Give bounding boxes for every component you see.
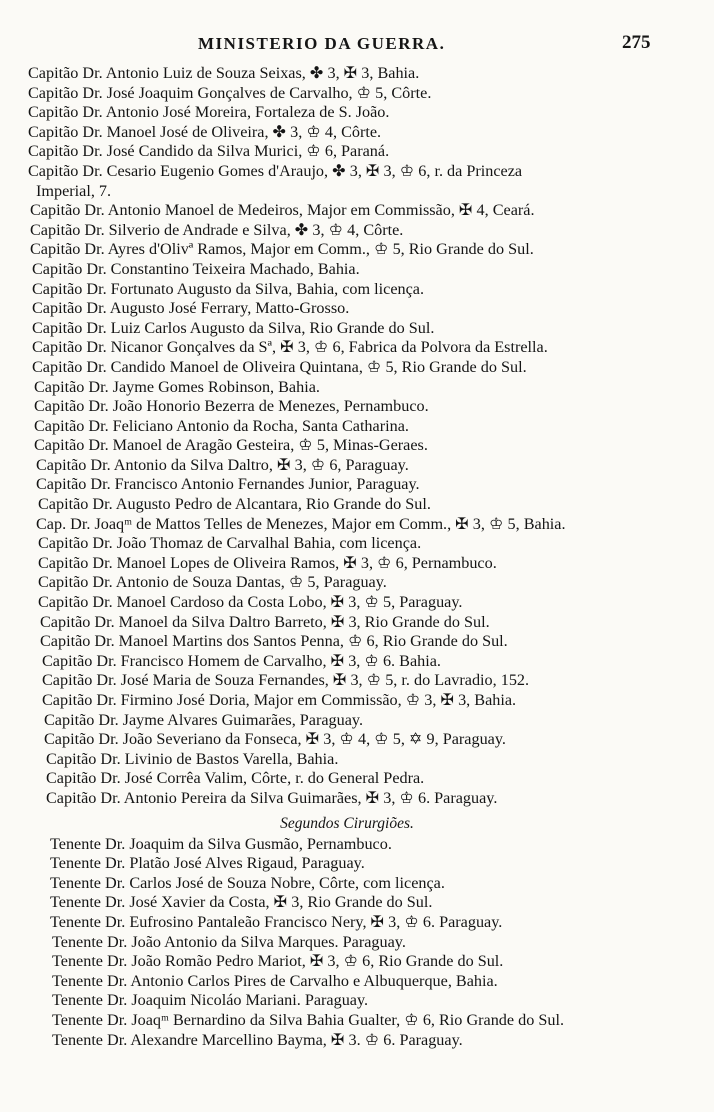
capitao-entry: Capitão Dr. Luiz Carlos Augusto da Silva, Rio Grande do Sul. xyxy=(32,318,435,337)
capitaes-section xyxy=(0,64,714,809)
capitao-entry: Capitão Dr. Fortunato Augusto da Silva, Bahia, com licença. xyxy=(32,279,425,298)
capitao-entry: Capitão Dr. Jayme Gomes Robinson, Bahia. xyxy=(34,377,320,396)
tenente-entry: Tenente Dr. Platão José Alves Rigaud, Paraguay. xyxy=(50,854,365,873)
capitao-entry: Capitão Dr. José Candido da Silva Murici, ♔ 6, Paraná. xyxy=(28,142,390,161)
tenente-entry: Tenente Dr. Joaquim da Silva Gusmão, Pernambuco. xyxy=(50,834,392,853)
capitao-entry: Capitão Dr. Antonio Pereira da Silva Guimarães, ✠ 3, ♔ 6. Paraguay. xyxy=(46,788,498,807)
capitao-entry: Capitão Dr. Antonio Manoel de Medeiros, Major em Commissão, ✠ 4, Ceará. xyxy=(30,201,535,220)
tenente-entry: Tenente Dr. Alexandre Marcellino Bayma, ✠ 3. ♔ 6. Paraguay. xyxy=(52,1030,463,1049)
capitao-entry: Capitão Dr. Francisco Homem de Carvalho, ✠ 3, ♔ 6. Bahia. xyxy=(42,651,441,670)
capitao-entry: Capitão Dr. José Corrêa Valim, Côrte, r. do General Pedra. xyxy=(46,769,425,788)
section-title: Segundos Cirurgiões. xyxy=(280,814,414,832)
tenente-entry: Tenente Dr. Joaquim Nicoláo Mariani. Paraguay. xyxy=(52,991,369,1010)
running-title: MINISTERIO DA GUERRA. xyxy=(198,34,446,53)
capitao-entry: Capitão Dr. Antonio José Moreira, Fortaleza de S. João. xyxy=(28,103,390,122)
tenente-entry: Tenente Dr. Antonio Carlos Pires de Carvalho e Albuquerque, Bahia. xyxy=(52,971,498,990)
tenentes-section xyxy=(0,835,714,1051)
capitao-entry: Capitão Dr. Manoel Cardoso da Costa Lobo, ✠ 3, ♔ 5, Paraguay. xyxy=(38,593,463,612)
capitao-entry: Capitão Dr. Jayme Alvares Guimarães, Paraguay. xyxy=(44,710,364,729)
capitao-entry: Capitão Dr. Augusto José Ferrary, Matto-Grosso. xyxy=(32,299,350,318)
tenente-entry: Tenente Dr. Joaqᵐ Bernardino da Silva Bahia Gualter, ♔ 6, Rio Grande do Sul. xyxy=(52,1010,564,1029)
capitao-entry: Capitão Dr. Cesario Eugenio Gomes d'Araujo, ✤ 3, ✠ 3, ♔ 6, r. da Princeza xyxy=(28,161,523,180)
page-header xyxy=(0,32,714,58)
capitao-entry: Capitão Dr. Livinio de Bastos Varella, Bahia. xyxy=(46,749,339,768)
capitao-entry: Capitão Dr. João Thomaz de Carvalhal Bahia, com licença. xyxy=(38,534,422,553)
capitao-entry: Capitão Dr. Nicanor Gonçalves da Sª, ✠ 3, ♔ 6, Fabrica da Polvora da Estrella. xyxy=(32,338,548,357)
capitao-entry: Capitão Dr. José Joaquim Gonçalves de Carvalho, ♔ 5, Côrte. xyxy=(28,83,432,102)
capitao-entry: Capitão Dr. Antonio da Silva Daltro, ✠ 3, ♔ 6, Paraguay. xyxy=(36,455,409,474)
tenente-entry: Tenente Dr. José Xavier da Costa, ✠ 3, Rio Grande do Sul. xyxy=(50,893,433,912)
tenente-entry: Tenente Dr. Eufrosino Pantaleão Francisco Nery, ✠ 3, ♔ 6. Paraguay. xyxy=(50,912,503,931)
capitao-entry: Capitão Dr. Manoel da Silva Daltro Barreto, ✠ 3, Rio Grande do Sul. xyxy=(40,612,490,631)
capitao-entry: Capitão Dr. Constantino Teixeira Machado, Bahia. xyxy=(32,259,360,278)
capitao-entry: Capitão Dr. Feliciano Antonio da Rocha, Santa Catharina. xyxy=(34,416,409,435)
tenente-entry: Tenente Dr. João Romão Pedro Mariot, ✠ 3, ♔ 6, Rio Grande do Sul. xyxy=(52,952,504,971)
capitao-entry: Capitão Dr. Ayres d'Olivª Ramos, Major em Comm., ♔ 5, Rio Grande do Sul. xyxy=(30,240,534,259)
capitao-entry: Capitão Dr. Firmino José Doria, Major em Commissão, ♔ 3, ✠ 3, Bahia. xyxy=(42,691,517,709)
capitao-entry: Capitão Dr. Antonio de Souza Dantas, ♔ 5, Paraguay. xyxy=(38,573,387,592)
roster-list xyxy=(0,64,714,1050)
capitao-entry: Imperial, 7. xyxy=(36,181,112,200)
capitao-entry: Cap. Dr. Joaqᵐ de Mattos Telles de Menezes, Major em Comm., ✠ 3, ♔ 5, Bahia. xyxy=(36,514,566,533)
capitao-entry: Capitão Dr. João Honorio Bezerra de Menezes, Pernambuco. xyxy=(34,397,429,416)
capitao-entry: Capitão Dr. João Severiano da Fonseca, ✠ 3, ♔ 4, ♔ 5, ✡ 9, Paraguay. xyxy=(44,730,506,749)
capitao-entry: Capitão Dr. Antonio Luiz de Souza Seixas, ✤ 3, ✠ 3, Bahia. xyxy=(28,64,420,82)
capitao-entry: Capitão Dr. Manoel de Aragão Gesteira, ♔ 5, Minas-Geraes. xyxy=(34,436,428,455)
page-number: 275 xyxy=(622,32,651,53)
capitao-entry: Capitão Dr. Augusto Pedro de Alcantara, Rio Grande do Sul. xyxy=(38,495,431,514)
capitao-entry: Capitão Dr. Francisco Antonio Fernandes Junior, Paraguay. xyxy=(36,475,420,494)
capitao-entry: Capitão Dr. Manoel Lopes de Oliveira Ramos, ✠ 3, ♔ 6, Pernambuco. xyxy=(38,553,497,572)
capitao-entry: Capitão Dr. Manoel José de Oliveira, ✤ 3, ♔ 4, Côrte. xyxy=(28,122,382,141)
capitao-entry: Capitão Dr. Candido Manoel de Oliveira Quintana, ♔ 5, Rio Grande do Sul. xyxy=(32,357,527,376)
tenente-entry: Tenente Dr. Carlos José de Souza Nobre, Côrte, com licença. xyxy=(50,873,445,892)
capitao-entry: Capitão Dr. José Maria de Souza Fernandes, ✠ 3, ♔ 5, r. do Lavradio, 152. xyxy=(42,671,530,690)
tenente-entry: Tenente Dr. João Antonio da Silva Marques. Paraguay. xyxy=(52,932,406,951)
capitao-entry: Capitão Dr. Manoel Martins dos Santos Penna, ♔ 6, Rio Grande do Sul. xyxy=(40,632,508,651)
capitao-entry: Capitão Dr. Silverio de Andrade e Silva, ✤ 3, ♔ 4, Côrte. xyxy=(30,220,404,239)
